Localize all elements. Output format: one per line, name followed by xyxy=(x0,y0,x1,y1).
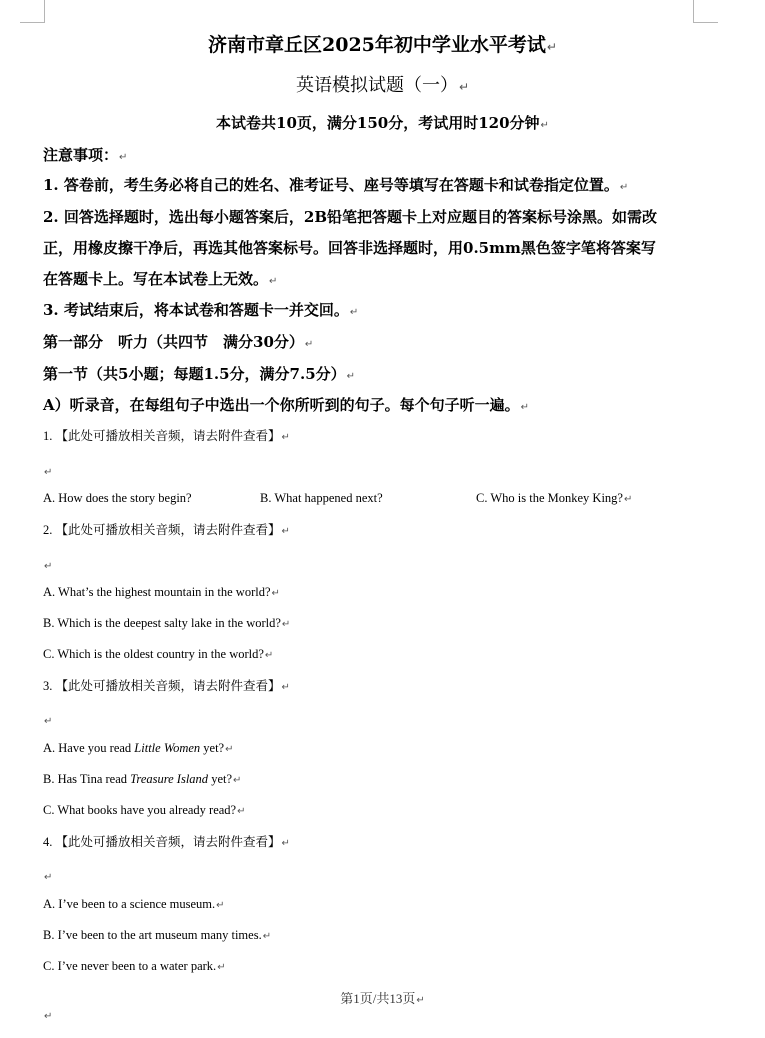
q2-option-a-text: A. What’s the highest mountain in the world? xyxy=(43,585,271,599)
paragraph-mark-icon: ↵ xyxy=(416,995,425,1006)
note-3-text: 3. 考试结束后，将本试卷和答题卡一并交回。 xyxy=(43,301,349,319)
paragraph-mark-icon: ↵ xyxy=(119,152,128,163)
q4-option-c xyxy=(43,960,226,973)
note-1 xyxy=(43,178,628,193)
question-3-audio xyxy=(43,680,290,693)
note-3 xyxy=(43,303,358,318)
note-2-line-2 xyxy=(43,241,656,256)
note-2-line-1 xyxy=(43,210,657,225)
part-1-heading-text: 第一部分 听力（共四节 满分30分） xyxy=(43,333,304,351)
paragraph-mark-icon: ↵ xyxy=(281,526,290,537)
empty-line xyxy=(43,1006,52,1022)
note-2-line-2-text: 正，用橡皮擦干净后，再选其他答案标号。回答非选择题时，用0.5mm黑色签字笔将答案写 xyxy=(43,239,656,257)
q4-option-b xyxy=(43,929,271,942)
empty-line xyxy=(43,462,52,478)
paragraph-mark-icon: ↵ xyxy=(540,120,549,131)
paragraph-mark-icon: ↵ xyxy=(623,494,633,505)
q2-option-c-text: C. Which is the oldest country in the world? xyxy=(43,647,264,661)
exam-info xyxy=(0,116,765,131)
paragraph-mark-icon: ↵ xyxy=(237,806,246,817)
section-1-heading xyxy=(43,367,355,382)
empty-line xyxy=(43,711,52,727)
exam-subtitle-text: 英语模拟试题（一） xyxy=(295,75,458,96)
q3-option-c-text: C. What books have you already read? xyxy=(43,803,237,817)
q1-option-a: A. How does the story begin? xyxy=(43,491,192,505)
q3-option-c xyxy=(43,804,246,817)
audio-note: 【此处可播放相关音频，请去附件查看】 xyxy=(55,523,281,537)
q3-option-b xyxy=(43,773,241,786)
crop-mark-top-left xyxy=(20,0,45,23)
q1-option-b: B. What happened next? xyxy=(260,491,383,505)
paragraph-mark-icon: ↵ xyxy=(216,900,225,911)
note-1-text: 1. 答卷前，考生务必将自己的姓名、准考证号、座号等填写在答题卡和试卷指定位置。 xyxy=(43,176,619,194)
q3-option-b-text: B. Has Tina read xyxy=(43,772,131,786)
paragraph-mark-icon: ↵ xyxy=(217,962,226,973)
q4-option-c-text: C. I’ve never been to a water park. xyxy=(43,959,217,973)
paragraph-mark-icon: ↵ xyxy=(546,40,557,54)
audio-note: 【此处可播放相关音频，请去附件查看】 xyxy=(55,679,281,693)
instruction-a xyxy=(43,398,529,413)
question-2-audio xyxy=(43,524,290,537)
part-1-heading xyxy=(43,335,313,350)
paragraph-mark-icon: ↵ xyxy=(304,339,314,350)
q3-option-a-text: A. Have you read xyxy=(43,741,135,755)
crop-mark-top-right xyxy=(693,0,718,23)
empty-line xyxy=(43,867,52,883)
question-number: 2. xyxy=(43,523,53,537)
q4-option-a-text: A. I’ve been to a science museum. xyxy=(43,897,216,911)
exam-subtitle xyxy=(0,77,765,95)
q2-option-b-text: B. Which is the deepest salty lake in the world? xyxy=(43,616,281,630)
paragraph-mark-icon: ↵ xyxy=(225,744,234,755)
book-title: Little Women xyxy=(134,741,201,755)
q1-option-c-text: C. Who is the Monkey King? xyxy=(476,491,623,505)
note-2-line-3 xyxy=(43,272,277,287)
note-2-line-3-text: 在答题卡上。写在本试卷上无效。 xyxy=(43,270,269,288)
question-number: 4. xyxy=(43,835,53,849)
q2-option-c xyxy=(43,648,273,661)
paragraph-mark-icon: ↵ xyxy=(262,931,272,942)
paragraph-mark-icon: ↵ xyxy=(346,371,356,382)
paragraph-mark-icon: ↵ xyxy=(269,276,278,287)
exam-title xyxy=(0,36,765,55)
q2-option-a xyxy=(43,586,280,599)
question-1-audio xyxy=(43,430,290,443)
paragraph-mark-icon: ↵ xyxy=(264,650,274,661)
section-1-heading-text: 第一节（共5小题；每题1.5分，满分7.5分） xyxy=(43,365,346,383)
q4-option-a xyxy=(43,898,225,911)
paragraph-mark-icon: ↵ xyxy=(458,80,470,94)
q4-option-b-text: B. I’ve been to the art museum many times. xyxy=(43,928,262,942)
paragraph-mark-icon: ↵ xyxy=(44,716,53,727)
note-2-line-1-text: 2. 回答选择题时，选出每小题答案后，2B铅笔把答题卡上对应题目的答案标号涂黑。如需改 xyxy=(43,208,658,226)
q1-option-c xyxy=(476,492,632,505)
audio-note: 【此处可播放相关音频，请去附件查看】 xyxy=(55,835,281,849)
instruction-a-text: A）听录音，在每组句子中选出一个你所听到的句子。每个句子听一遍。 xyxy=(43,396,520,414)
q3-option-a-end: yet? xyxy=(200,741,225,755)
empty-line xyxy=(43,556,52,572)
notes-heading-text: 注意事项： xyxy=(43,146,119,164)
question-number: 1. xyxy=(43,429,53,443)
paragraph-mark-icon: ↵ xyxy=(44,872,53,883)
page-number: 第1页/共13页 xyxy=(340,991,416,1006)
paragraph-mark-icon: ↵ xyxy=(44,1011,53,1022)
q3-option-a xyxy=(43,742,234,755)
paragraph-mark-icon: ↵ xyxy=(281,432,290,443)
paragraph-mark-icon: ↵ xyxy=(281,619,291,630)
paragraph-mark-icon: ↵ xyxy=(619,182,629,193)
notes-heading xyxy=(43,148,127,163)
exam-info-text: 本试卷共10页，满分150分，考试用时120分钟 xyxy=(216,114,540,132)
paragraph-mark-icon: ↵ xyxy=(520,402,530,413)
q3-option-b-end: yet? xyxy=(208,772,233,786)
paragraph-mark-icon: ↵ xyxy=(44,561,53,572)
paragraph-mark-icon: ↵ xyxy=(281,838,290,849)
audio-note: 【此处可播放相关音频，请去附件查看】 xyxy=(55,429,281,443)
paragraph-mark-icon: ↵ xyxy=(44,467,53,478)
paragraph-mark-icon: ↵ xyxy=(271,588,280,599)
question-4-audio xyxy=(43,836,290,849)
question-number: 3. xyxy=(43,679,53,693)
paragraph-mark-icon: ↵ xyxy=(349,307,359,318)
exam-title-text: 济南市章丘区2025年初中学业水平考试 xyxy=(208,34,546,56)
paragraph-mark-icon: ↵ xyxy=(233,775,242,786)
q2-option-b xyxy=(43,617,290,630)
page-footer xyxy=(0,988,765,1007)
book-title: Treasure Island xyxy=(130,772,209,786)
paragraph-mark-icon: ↵ xyxy=(281,682,290,693)
